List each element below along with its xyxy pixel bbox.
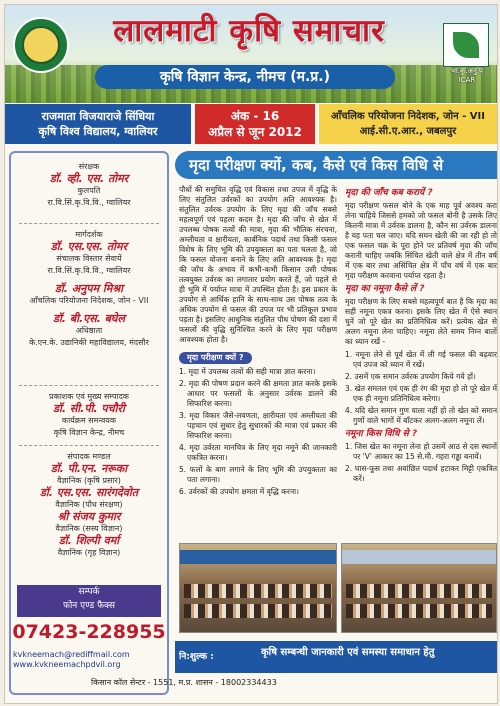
issue-box	[195, 104, 315, 144]
how-text: मृदा परीक्षण के लिए सबसे महत्वपूर्ण बात है कि मृदा का सही नमूना एकत्र करना। इसके लिए खेत में ऐसे स्थान चुनें जो पूरे खेत का प्रतिनिधित्व करें। प्रत्येक खेत से अलग नमूना लेना चाहिए। नमूना लेते समय निम्न बातों का ध्यान रखें -	[345, 297, 497, 346]
editorial-sidebar	[9, 151, 169, 695]
article-headline: मृदा परीक्षण क्यों, कब, कैसे एवं किस विधि से	[175, 151, 497, 179]
why-item: 1. मृदा में उपलब्ध तत्वों की सही मात्रा ज्ञात करना।	[179, 367, 316, 376]
free-tag: नि:शुल्क :	[179, 652, 214, 662]
newsletter-title: लालमाटी कृषि समाचार	[113, 13, 385, 49]
university-emblem-icon	[13, 17, 69, 73]
divider	[19, 385, 159, 386]
how-item: 3. खेत समतल एवं एक ही रंग की मृदा हो तो पूरे खेत में एक ही नमूना प्रतिनिधित्व करेगा।	[345, 384, 497, 403]
why-item: 5. फलों के बाग लगाने के लिए भूमि की उपयुक्तता का पता लगाना।	[179, 465, 337, 484]
helpline-numbers: किसान कॉल सेन्टर - 1551, म.प्र. शासन - 18002334433	[91, 678, 277, 687]
email-link[interactable]: kvkneemach@rediffmail.com	[13, 650, 130, 659]
meeting-photo	[341, 543, 497, 633]
contact-links	[13, 650, 165, 670]
editorial-board-block	[11, 451, 167, 559]
patron-name: डॉ. व्ही. एस. तोमर	[49, 172, 129, 185]
article-column-right	[345, 185, 497, 555]
why-item: 3. मृदा विकार जैसे-लवणता, क्षारीयता एवं अम्लीयता की पहचान एवं सुधार हेतु सुधारकों की मात्रा एवं प्रकार की सिफारिश करना।	[179, 411, 337, 440]
masthead-banner	[5, 5, 497, 103]
board1-desig: वैज्ञानिक (कृषि प्रसार)	[57, 476, 121, 485]
method-item: 2. घास-फूस तथा अवांछित पदार्थ हटाकर मिट्टी एकत्रित करें।	[345, 464, 497, 483]
guide1-desig: संचालक विस्तार सेवायें	[56, 254, 122, 263]
when-text: मृदा परीक्षण फसल बोने के एक माह पूर्व अवश्य करा लेना चाहिये जिससे हमको जो फसल बोनी है उसके लिए कितनी मात्रा में उर्वरक डालना है, कौन सा उर्वरक डालना है यह पता चल जाए। यदि सघन खेती की जा रही हो तो एक फसल चक्र के पूरा होने पर प्रतिवर्ष मृदा की जाँच करानी चाहिए जबकि सिंचित खेती वाले क्षेत्र में तीन वर्ष में एक बार तथा असिंचित क्षेत्र में पाँच वर्ष में एक बार मृदा परीक्षण करवाना पर्याप्त रहता है।	[345, 201, 497, 280]
board2-desig: वैज्ञानिक (पौध संरक्षण)	[55, 500, 123, 509]
method-heading: नमूना किस विधि से ?	[345, 429, 418, 439]
patron-role: संरक्षक	[78, 162, 100, 171]
directorate-box	[319, 104, 497, 144]
article-intro: पौधों की समुचित वृद्धि एवं विकास तथा उपज में वृद्धि के लिए संतुलित उर्वरकों का उपयोग अति आवश्यक है। संतुलित उर्वरक उपयोग के लिए मृदा की जाँच सबसे महत्वपूर्ण एवं पहला कदम है। मृदा की जाँच से खेत में उपलब्ध पोषक तत्वों की मात्रा, मृदा की भौतिक संरचना, अम्लीयता व क्षारीयता, कार्बनिक पदार्थ तथा किसी फसल विशेष के लिए भूमि की उपयुक्तता का पता चलता है, जो कि फसल योजना बनाने के लिए अति आवश्यक है। मृदा की जाँच के अभाव में कभी-कभी किसान उसी पोषक तत्वयुक्त उर्वरक का लगातार प्रयोग करते हैं, जो पहले से ही भूमि में पर्याप्त मात्रा में उपस्थित होता है। इस प्रकार के उपयोग से आर्थिक हानि के साथ-साथ उस पोषक तत्व के अधिक उपयोग से फसल की उपज पर भी प्रतिकूल प्रभाव पड़ता है। इसलिए आधुनिक संतुलित पौध पोषण की दशा में फसलों की वृद्धि सुनिश्चित करने के लिए मृदा परीक्षण आवश्यक होता है।	[179, 185, 337, 344]
why-item: 2. मृदा की पोषण प्रदान करने की क्षमता ज्ञात करके इसके आधार पर फसलों के अनुसार उर्वरक डालने की सिफारिश करना।	[179, 379, 337, 408]
why-item: 4. मृदा उर्वरता मानचित्र के लिए मृदा नमूने की जानकारी एकत्रित करना।	[179, 443, 337, 462]
editor-desig: कार्यक्रम समन्वयक	[61, 416, 117, 425]
board4-name: डॉ. शिल्पी वर्मा	[58, 534, 120, 547]
photo-banner	[180, 550, 336, 564]
how-item: 1. नमूना लेने से पूर्व खेत में ली गई फसल की बढ़वार एवं उपज को ध्यान में रखें।	[345, 350, 497, 369]
issue-period: अप्रैल से जून 2012	[208, 125, 302, 139]
university-box	[5, 104, 191, 144]
website-link[interactable]: www.kvkneemachpdvil.org	[13, 660, 121, 669]
main-article	[175, 151, 497, 699]
photo-crowd	[184, 604, 332, 618]
why-item: 6. उर्वरकों की उपयोग क्षमता में वृद्धि करना।	[179, 487, 299, 496]
guide3-desig: अधिष्ठाता	[75, 326, 103, 335]
contact-role: सम्पर्क	[78, 587, 100, 597]
board3-desig: वैज्ञानिक (सस्य विज्ञान)	[55, 524, 123, 533]
patron-block	[11, 161, 167, 209]
editor-name: डॉ. सी.पी. पचौरी	[53, 402, 125, 415]
issue-number: अंक - 16	[230, 109, 280, 123]
patron-desig: कुलपति	[77, 186, 101, 195]
helpline-band	[175, 641, 497, 673]
phone-number: 07423-228955	[12, 621, 166, 643]
guide1-desig2: रा.वि.सिं.कृ.वि.वि., ग्वालियर	[47, 266, 131, 275]
board1-name: डॉ. पी.एन. नरूका	[50, 462, 128, 475]
board2-name: डॉ. एस.एस. सारंगदेवोत	[39, 486, 139, 499]
photo-crowd	[184, 584, 332, 598]
guide3-desig2: के.एन.के. उद्यानिकी महाविद्यालय, मंदसौर	[29, 338, 149, 347]
training-photo	[179, 543, 337, 633]
when-heading: मृदा की जाँच कब करायें ?	[345, 188, 433, 198]
photo-crowd	[346, 584, 492, 598]
university-name: राजमाता विजयाराजे सिंधिया	[41, 110, 155, 123]
why-heading: मृदा परीक्षण क्यों ?	[179, 352, 252, 364]
guide3-name: डॉ. बी.एस. बघेल	[53, 312, 125, 325]
guide1-name: डॉ. एस.एस. तोमर	[50, 240, 128, 253]
newsletter-subtitle: कृषि विज्ञान केन्द्र, नीमच (म.प्र.)	[95, 65, 395, 89]
how-heading: मृदा का नमूना कैसे लें ?	[345, 284, 425, 294]
university-place: कृषि विश्व विद्यालय, ग्वालियर	[38, 125, 158, 138]
editor-desig2: कृषि विज्ञान केन्द्र, नीमच	[53, 428, 125, 437]
board4-desig: वैज्ञानिक (गृह विज्ञान)	[57, 548, 121, 557]
contact-label: फोन एण्ड फैक्स	[63, 601, 115, 611]
directorate-place: आई.सी.ए.आर., जबलपुर	[359, 126, 457, 137]
board3-name: श्री संजय कुमार	[57, 510, 121, 523]
guide2-desig: आँचलिक परियोजना निदेशक, जोन - VII	[29, 296, 149, 305]
photo-banner	[342, 550, 496, 564]
patron-desig2: रा.वि.सिं.कृ.वि.वि., ग्वालियर	[47, 198, 131, 207]
method-item: 1. जिस खेत का नमूना लेना हो उसमें आठ से दस स्थानों पर 'V' आकार का 15 से.मी. गहरा गड्ढा बनायें।	[345, 442, 497, 461]
editor-block	[11, 391, 167, 439]
icar-caption: भा.कृ.अनु.प ICAR	[451, 67, 483, 84]
guide-block	[11, 229, 167, 349]
divider	[19, 223, 159, 224]
guide2-name: डॉ. अनुपम मिश्रा	[55, 282, 123, 295]
directorate-name: आँचलिक परियोजना निदेशक, जोन - VII	[331, 111, 485, 122]
contact-box	[17, 585, 161, 617]
photo-crowd	[346, 604, 492, 618]
helpline-title: कृषि सम्बन्धी जानकारी एवं समस्या समाधान हेतु	[261, 647, 435, 658]
editor-role: प्रकाशक एवं मुख्य सम्पादक	[49, 392, 129, 401]
how-item: 2. उसमें एक समान उर्वरक उपयोग किये गये हों।	[345, 372, 476, 381]
newsletter-page	[4, 4, 498, 704]
info-bar	[5, 104, 497, 144]
guide-role: मार्गदर्शक	[75, 230, 103, 239]
icar-leaf-icon	[443, 23, 489, 67]
how-item: 4. यदि खेत समान गुण वाला नहीं हो तो खेत को समान गुणों वाले भागों में बाँटकर अलग-अलग नमूना लें।	[345, 406, 497, 425]
board-role: संपादक मण्डल	[67, 452, 111, 461]
divider	[19, 445, 159, 446]
